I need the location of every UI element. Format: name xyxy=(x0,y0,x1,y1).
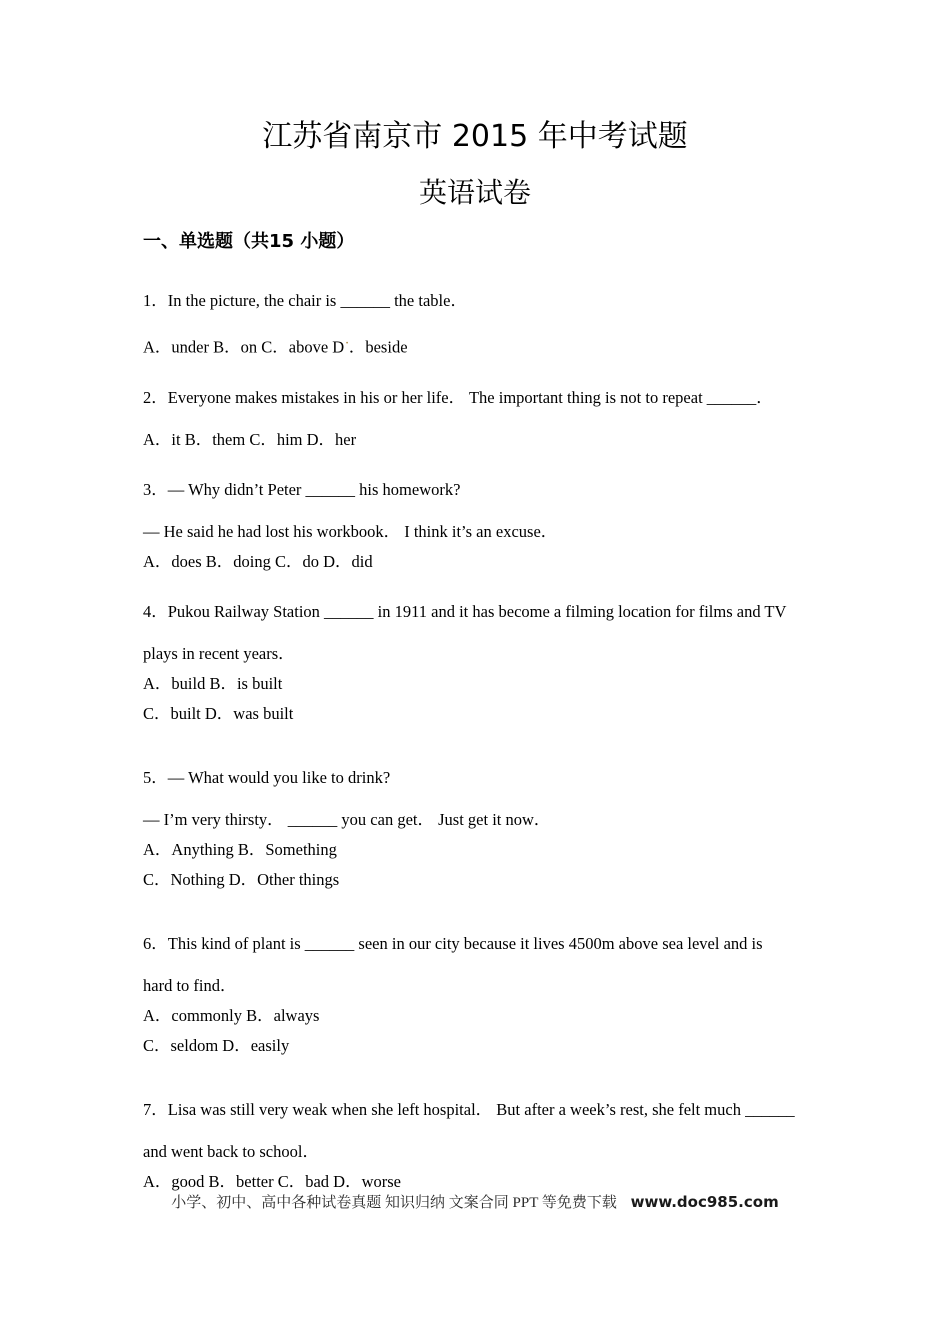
page-footer xyxy=(0,1192,950,1213)
question-4-text: 4．Pukou Railway Station ______ in 1911 and it has become a filming location for films and TV xyxy=(143,601,787,621)
question-1-options xyxy=(143,332,833,359)
question-7-options: A．good B．better C．bad D．worse xyxy=(143,1171,402,1191)
question-5-options-ab: A．Anything B．Something xyxy=(143,839,337,859)
question-3 xyxy=(143,479,833,573)
question-1-text: 1．In the picture, the chair is ______ the table． xyxy=(143,291,467,310)
question-1 xyxy=(143,290,833,359)
section-heading: 一、单选题（共15 小题） xyxy=(143,231,355,252)
stray-ink-mark: · xyxy=(345,337,349,349)
page-title: 江苏省南京市 2015 年中考试题 xyxy=(262,119,688,154)
question-6-options-cd: C．seldom D．easily xyxy=(143,1035,290,1055)
exam-body xyxy=(143,230,833,1193)
question-5 xyxy=(143,767,833,891)
question-4 xyxy=(143,601,833,725)
question-2 xyxy=(143,387,833,451)
question-6-text-line2: hard to find． xyxy=(143,975,237,995)
page-subtitle: 英语试卷 xyxy=(418,176,531,209)
question-6 xyxy=(143,933,833,1057)
question-7-text: 7．Lisa was still very weak when she left hospital． But after a week’s rest, she felt much ______ xyxy=(143,1099,795,1119)
question-5-text: 5．— What would you like to drink? xyxy=(143,767,391,787)
question-2-options: A．it B．them C．him D．her xyxy=(143,429,357,449)
question-3-text-line2: — He said he had lost his workbook． I think it’s an excuse． xyxy=(143,521,558,541)
question-5-text-line2: — I’m very thirsty． ______ you can get． Just get it now． xyxy=(143,809,551,829)
question-7 xyxy=(143,1099,833,1193)
question-7-text-line2: and went back to school． xyxy=(143,1141,319,1161)
question-2-text: 2．Everyone makes mistakes in his or her life． The important thing is not to repeat ______． xyxy=(143,387,773,407)
question-3-text: 3．— Why didn’t Peter ______ his homework? xyxy=(143,479,461,499)
footer-link[interactable]: www.doc985.com xyxy=(630,1193,779,1211)
question-3-options: A．does B．doing C．do D．did xyxy=(143,551,373,571)
question-4-options-ab: A．build B．is built xyxy=(143,673,283,693)
option-text: ．beside xyxy=(348,337,408,357)
question-6-options-ab: A．commonly B．always xyxy=(143,1005,320,1025)
question-4-options-cd: C．built D．was built xyxy=(143,703,294,723)
footer-text: 小学、初中、高中各种试卷真题 知识归纳 文案合同 PPT 等免费下载 xyxy=(171,1195,617,1211)
question-6-text: 6．This kind of plant is ______ seen in our city because it lives 4500m above sea level and is xyxy=(143,933,763,953)
question-5-options-cd: C．Nothing D．Other things xyxy=(143,869,340,889)
option-text: A．under B．on C．above D xyxy=(143,337,345,357)
question-4-text-line2: plays in recent years． xyxy=(143,643,295,663)
